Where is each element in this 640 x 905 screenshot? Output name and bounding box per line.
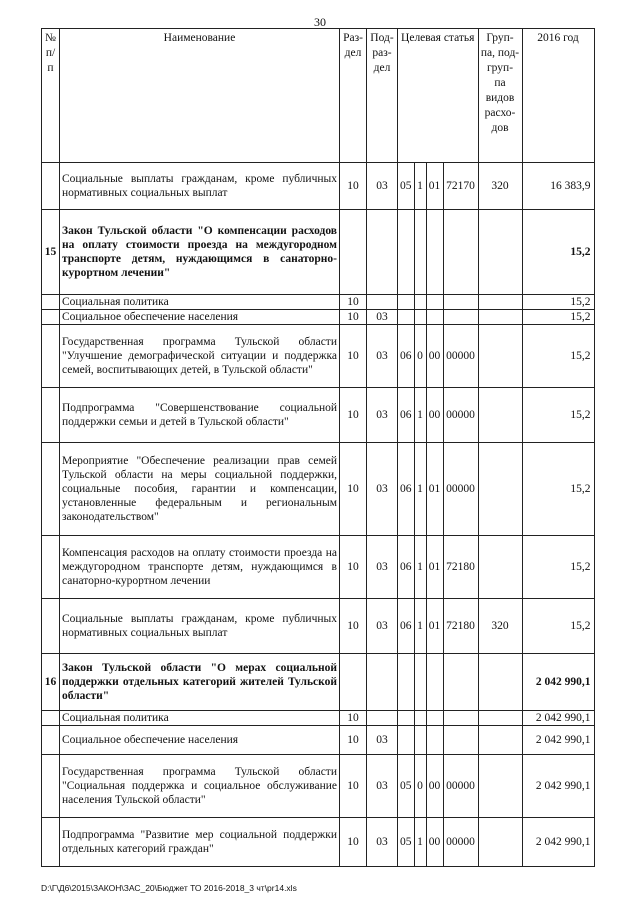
row-target-direction: 01 [426,599,443,654]
header-year: 2016 год [522,29,594,163]
row-target-code: 00000 [443,755,478,818]
row-target-direction [426,210,443,295]
row-name: Социальное обеспечение населения [60,726,340,755]
table-row [42,818,595,867]
row-podrazdel: 03 [367,163,398,210]
row-podrazdel: 03 [367,310,398,325]
row-target-subprogram: 1 [414,163,426,210]
row-podrazdel [367,295,398,310]
row-target-direction [426,711,443,726]
row-target-program [398,654,415,711]
row-target-direction [426,310,443,325]
row-target-direction: 01 [426,443,443,536]
row-target-subprogram: 0 [414,755,426,818]
row-num [42,726,60,755]
row-name: Закон Тульской области "О компенсации расходов на оплату стоимости проезда на междугородном транспорте детям, нуждающимся в санаторно-курортном лечении" [60,210,340,295]
table-row [42,310,595,325]
row-podrazdel: 03 [367,599,398,654]
row-target-direction: 00 [426,325,443,388]
row-target-code: 72180 [443,599,478,654]
row-num [42,443,60,536]
row-target-program: 05 [398,755,415,818]
row-razdel: 10 [340,755,367,818]
row-razdel: 10 [340,443,367,536]
row-expense-group: 320 [478,163,522,210]
table-row [42,599,595,654]
file-path-footer: D:\Г\Д6\2015\ЗАКОН\ЗАС_20\Бюджет ТО 2016-2018_3 чт\pr14.xls [41,883,297,893]
row-name: Социальное обеспечение населения [60,310,340,325]
row-target-code: 00000 [443,388,478,443]
row-target-direction: 00 [426,818,443,867]
header-target-article: Целевая статья [398,29,479,163]
row-podrazdel: 03 [367,755,398,818]
header-razdel: Раз- дел [340,29,367,163]
table-row [42,711,595,726]
row-target-program: 06 [398,325,415,388]
row-name: Социальные выплаты гражданам, кроме публичных нормативных социальных выплат [60,163,340,210]
row-expense-group [478,310,522,325]
row-target-subprogram [414,711,426,726]
row-target-code: 00000 [443,818,478,867]
row-num: 16 [42,654,60,711]
row-podrazdel: 03 [367,388,398,443]
row-target-program [398,711,415,726]
row-name: Мероприятие "Обеспечение реализации прав семей Тульской области на меры социальной поддержки, социальные пособия, гарантии и компенсации, установленные федеральным и региональным законодательством" [60,443,340,536]
row-name: Социальная политика [60,711,340,726]
row-target-code [443,310,478,325]
row-expense-group [478,443,522,536]
row-podrazdel: 03 [367,325,398,388]
row-amount: 2 042 990,1 [522,654,594,711]
row-amount: 15,2 [522,325,594,388]
table-row [42,295,595,310]
row-expense-group [478,654,522,711]
row-amount: 15,2 [522,310,594,325]
row-name: Подпрограмма "Развитие мер социальной поддержки отдельных категорий граждан" [60,818,340,867]
row-target-code [443,654,478,711]
row-num [42,325,60,388]
row-razdel: 10 [340,325,367,388]
row-target-direction [426,295,443,310]
row-num [42,711,60,726]
row-expense-group [478,711,522,726]
row-amount: 2 042 990,1 [522,818,594,867]
row-amount: 15,2 [522,295,594,310]
row-amount: 15,2 [522,443,594,536]
row-amount: 15,2 [522,536,594,599]
row-target-code: 72170 [443,163,478,210]
table-row [42,726,595,755]
row-razdel: 10 [340,310,367,325]
row-num [42,536,60,599]
row-podrazdel: 03 [367,443,398,536]
row-expense-group [478,388,522,443]
row-podrazdel: 03 [367,726,398,755]
row-target-subprogram: 1 [414,388,426,443]
row-razdel: 10 [340,818,367,867]
row-num: 15 [42,210,60,295]
row-razdel: 10 [340,599,367,654]
row-amount: 2 042 990,1 [522,755,594,818]
row-num [42,818,60,867]
row-target-code: 72180 [443,536,478,599]
row-target-program [398,310,415,325]
row-expense-group [478,295,522,310]
row-target-code [443,210,478,295]
row-target-subprogram: 1 [414,536,426,599]
row-razdel: 10 [340,536,367,599]
row-target-subprogram [414,654,426,711]
row-target-subprogram: 1 [414,443,426,536]
row-name: Государственная программа Тульской области "Социальная поддержка и социальное обслуживание населения Тульской области" [60,755,340,818]
row-target-direction: 01 [426,163,443,210]
row-target-program: 06 [398,388,415,443]
row-target-code: 00000 [443,443,478,536]
row-podrazdel: 03 [367,536,398,599]
row-target-program [398,210,415,295]
row-razdel: 10 [340,295,367,310]
row-razdel: 10 [340,711,367,726]
header-row [42,29,595,163]
row-name: Социальные выплаты гражданам, кроме публичных нормативных социальных выплат [60,599,340,654]
row-target-subprogram: 1 [414,818,426,867]
row-razdel [340,210,367,295]
row-expense-group [478,210,522,295]
row-amount: 15,2 [522,210,594,295]
row-target-program: 06 [398,443,415,536]
row-podrazdel: 03 [367,818,398,867]
header-group: Груп- па, под- груп- па видов расхо- дов [478,29,522,163]
header-podrazdel: Под- раз- дел [367,29,398,163]
row-amount: 2 042 990,1 [522,711,594,726]
row-target-program: 06 [398,599,415,654]
table-row [42,536,595,599]
row-target-subprogram: 0 [414,325,426,388]
row-expense-group [478,726,522,755]
row-target-code: 00000 [443,325,478,388]
table-row [42,388,595,443]
row-target-code [443,726,478,755]
row-target-direction [426,654,443,711]
header-name: Наименование [60,29,340,163]
row-target-code [443,295,478,310]
row-num [42,163,60,210]
page-number: 30 [314,15,326,29]
row-num [42,310,60,325]
row-num [42,295,60,310]
table-row [42,163,595,210]
row-razdel: 10 [340,388,367,443]
row-target-direction: 00 [426,388,443,443]
row-target-program [398,726,415,755]
row-target-subprogram [414,210,426,295]
row-expense-group: 320 [478,599,522,654]
table-row [42,443,595,536]
budget-table [41,28,595,867]
row-target-program: 05 [398,818,415,867]
row-target-code [443,711,478,726]
table-row [42,755,595,818]
header-num: № п/ п [42,29,60,163]
row-expense-group [478,536,522,599]
row-expense-group [478,755,522,818]
row-target-program [398,295,415,310]
row-target-program: 06 [398,536,415,599]
row-num [42,388,60,443]
table-row [42,210,595,295]
row-amount: 16 383,9 [522,163,594,210]
row-podrazdel [367,654,398,711]
table-row [42,325,595,388]
row-num [42,755,60,818]
row-amount: 15,2 [522,599,594,654]
row-razdel: 10 [340,726,367,755]
row-name: Государственная программа Тульской области "Улучшение демографической ситуации и поддержка семей, воспитывающих детей, в Тульской области" [60,325,340,388]
row-amount: 15,2 [522,388,594,443]
row-target-direction: 00 [426,755,443,818]
row-expense-group [478,325,522,388]
row-name: Компенсация расходов на оплату стоимости проезда на междугородном транспорте детям, нуждающимся в санаторно-курортном лечении [60,536,340,599]
row-target-program: 05 [398,163,415,210]
row-target-subprogram [414,310,426,325]
row-target-direction: 01 [426,536,443,599]
row-expense-group [478,818,522,867]
row-razdel [340,654,367,711]
row-amount: 2 042 990,1 [522,726,594,755]
row-target-subprogram [414,295,426,310]
row-podrazdel [367,210,398,295]
row-target-subprogram [414,726,426,755]
row-podrazdel [367,711,398,726]
row-name: Подпрограмма "Совершенствование социальной поддержки семьи и детей в Тульской области" [60,388,340,443]
row-target-subprogram: 1 [414,599,426,654]
row-razdel: 10 [340,163,367,210]
row-name: Социальная политика [60,295,340,310]
table-row [42,654,595,711]
row-target-direction [426,726,443,755]
row-num [42,599,60,654]
row-name: Закон Тульской области "О мерах социальной поддержки отдельных категорий жителей Тульской области" [60,654,340,711]
